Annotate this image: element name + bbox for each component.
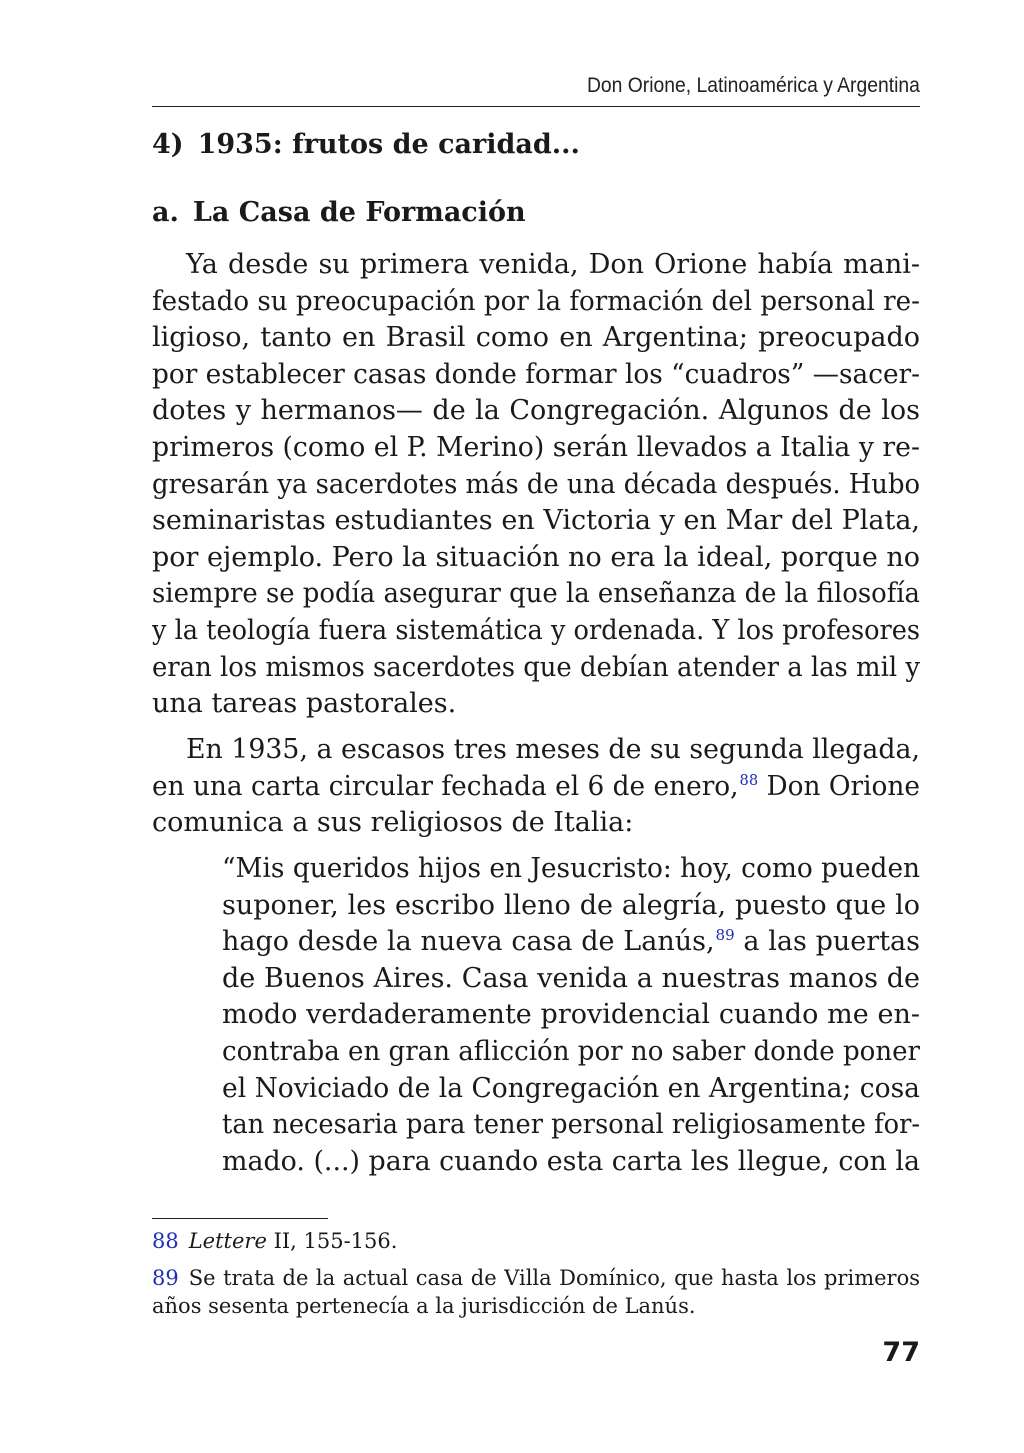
footnote-line [152, 1264, 920, 1292]
quote-line: tan necesaria para tener personal religiosamente for- [222, 1109, 921, 1141]
quote-line: el Noviciado de la Congregación en Argentina; cosa [222, 1072, 920, 1104]
quote-line: contraba en gran aflicción por no saber donde poner [222, 1035, 921, 1067]
paragraph-2 [152, 732, 920, 842]
footnote-reference-89[interactable]: 89 [715, 926, 735, 945]
footnote-text: Se trata de la actual casa de Villa Domínico, que hasta los primeros [188, 1266, 920, 1290]
paragraph-line: siempre se podía asegurar que la enseñanza de la filosofía [152, 578, 920, 610]
book-page [152, 0, 920, 1453]
page-number: 77 [882, 1337, 920, 1368]
section-title: 1935: frutos de caridad... [197, 129, 580, 160]
paragraph-line: y la teología fuera sistemática y ordenada. Y los profesores [152, 614, 921, 646]
quote-line-text: a las puertas [734, 926, 920, 958]
footnote-italic-title: Lettere [188, 1229, 267, 1253]
paragraph-line: una tareas pastorales. [152, 688, 457, 720]
paragraph-line-text: Don Orione [758, 770, 920, 802]
running-header: Don Orione, Latinoamérica y Argentina [587, 74, 920, 97]
footnote-number: 88 [152, 1229, 179, 1253]
footnote-reference-88[interactable]: 88 [739, 770, 759, 789]
header-rule [152, 106, 920, 107]
subsection-letter: a. [152, 197, 179, 228]
section-heading [152, 128, 580, 162]
quote-line-text: hago desde la nueva casa de Lanús, [222, 926, 715, 958]
paragraph-line: dotes y hermanos— de la Congregación. Algunos de los [152, 395, 920, 427]
footnote-88 [152, 1227, 920, 1255]
quote-line [222, 924, 920, 961]
paragraph-line [152, 769, 920, 806]
quote-line: mado. (...) para cuando esta carta les llegue, con la [222, 1145, 920, 1177]
footnote-text: II, 155-156. [266, 1229, 398, 1253]
paragraph-line: por establecer casas donde formar los “cuadros” —sacer- [152, 358, 921, 390]
paragraph-line: primeros (como el P. Merino) serán llevados a Italia y re- [152, 431, 920, 463]
paragraph-line: eran los mismos sacerdotes que debían atender a las mil y [152, 651, 920, 683]
paragraph-line: seminaristas estudiantes en Victoria y en Mar del Plata, [152, 505, 920, 537]
footnote-rule [152, 1218, 328, 1219]
footnote-89 [152, 1264, 920, 1320]
quote-line: “Mis queridos hijos en Jesucristo: hoy, como pueden [222, 853, 921, 884]
quote-line: de Buenos Aires. Casa venida a nuestras manos de [222, 962, 920, 994]
block-quote [222, 851, 920, 1180]
paragraph-line: comunica a sus religiosos de Italia: [152, 807, 634, 839]
paragraph-line: gresarán ya sacerdotes más de una década después. Hubo [152, 468, 921, 500]
section-number: 4) [152, 129, 184, 160]
paragraph-line: por ejemplo. Pero la situación no era la ideal, porque no [152, 541, 921, 573]
paragraph-line: festado su preocupación por la formación del personal re- [152, 285, 920, 317]
paragraph-line: ligioso, tanto en Brasil como en Argentina; preocupado [152, 322, 920, 354]
paragraph-line: Ya desde su primera venida, Don Orione había mani- [186, 249, 920, 280]
footnote-line: años sesenta pertenecía a la jurisdicción de Lanús. [152, 1294, 696, 1318]
footnote-number: 89 [152, 1266, 179, 1290]
quote-line: suponer, les escribo lleno de alegría, puesto que lo [222, 889, 920, 921]
subsection-title: La Casa de Formación [192, 197, 526, 228]
paragraph-line: En 1935, a escasos tres meses de su segunda llegada, [186, 734, 921, 765]
paragraph-line-text: en una carta circular fechada el 6 de enero, [152, 770, 739, 802]
subsection-heading [152, 196, 526, 230]
quote-line: modo verdaderamente providencial cuando me en- [222, 999, 920, 1031]
paragraph-1 [152, 247, 920, 723]
